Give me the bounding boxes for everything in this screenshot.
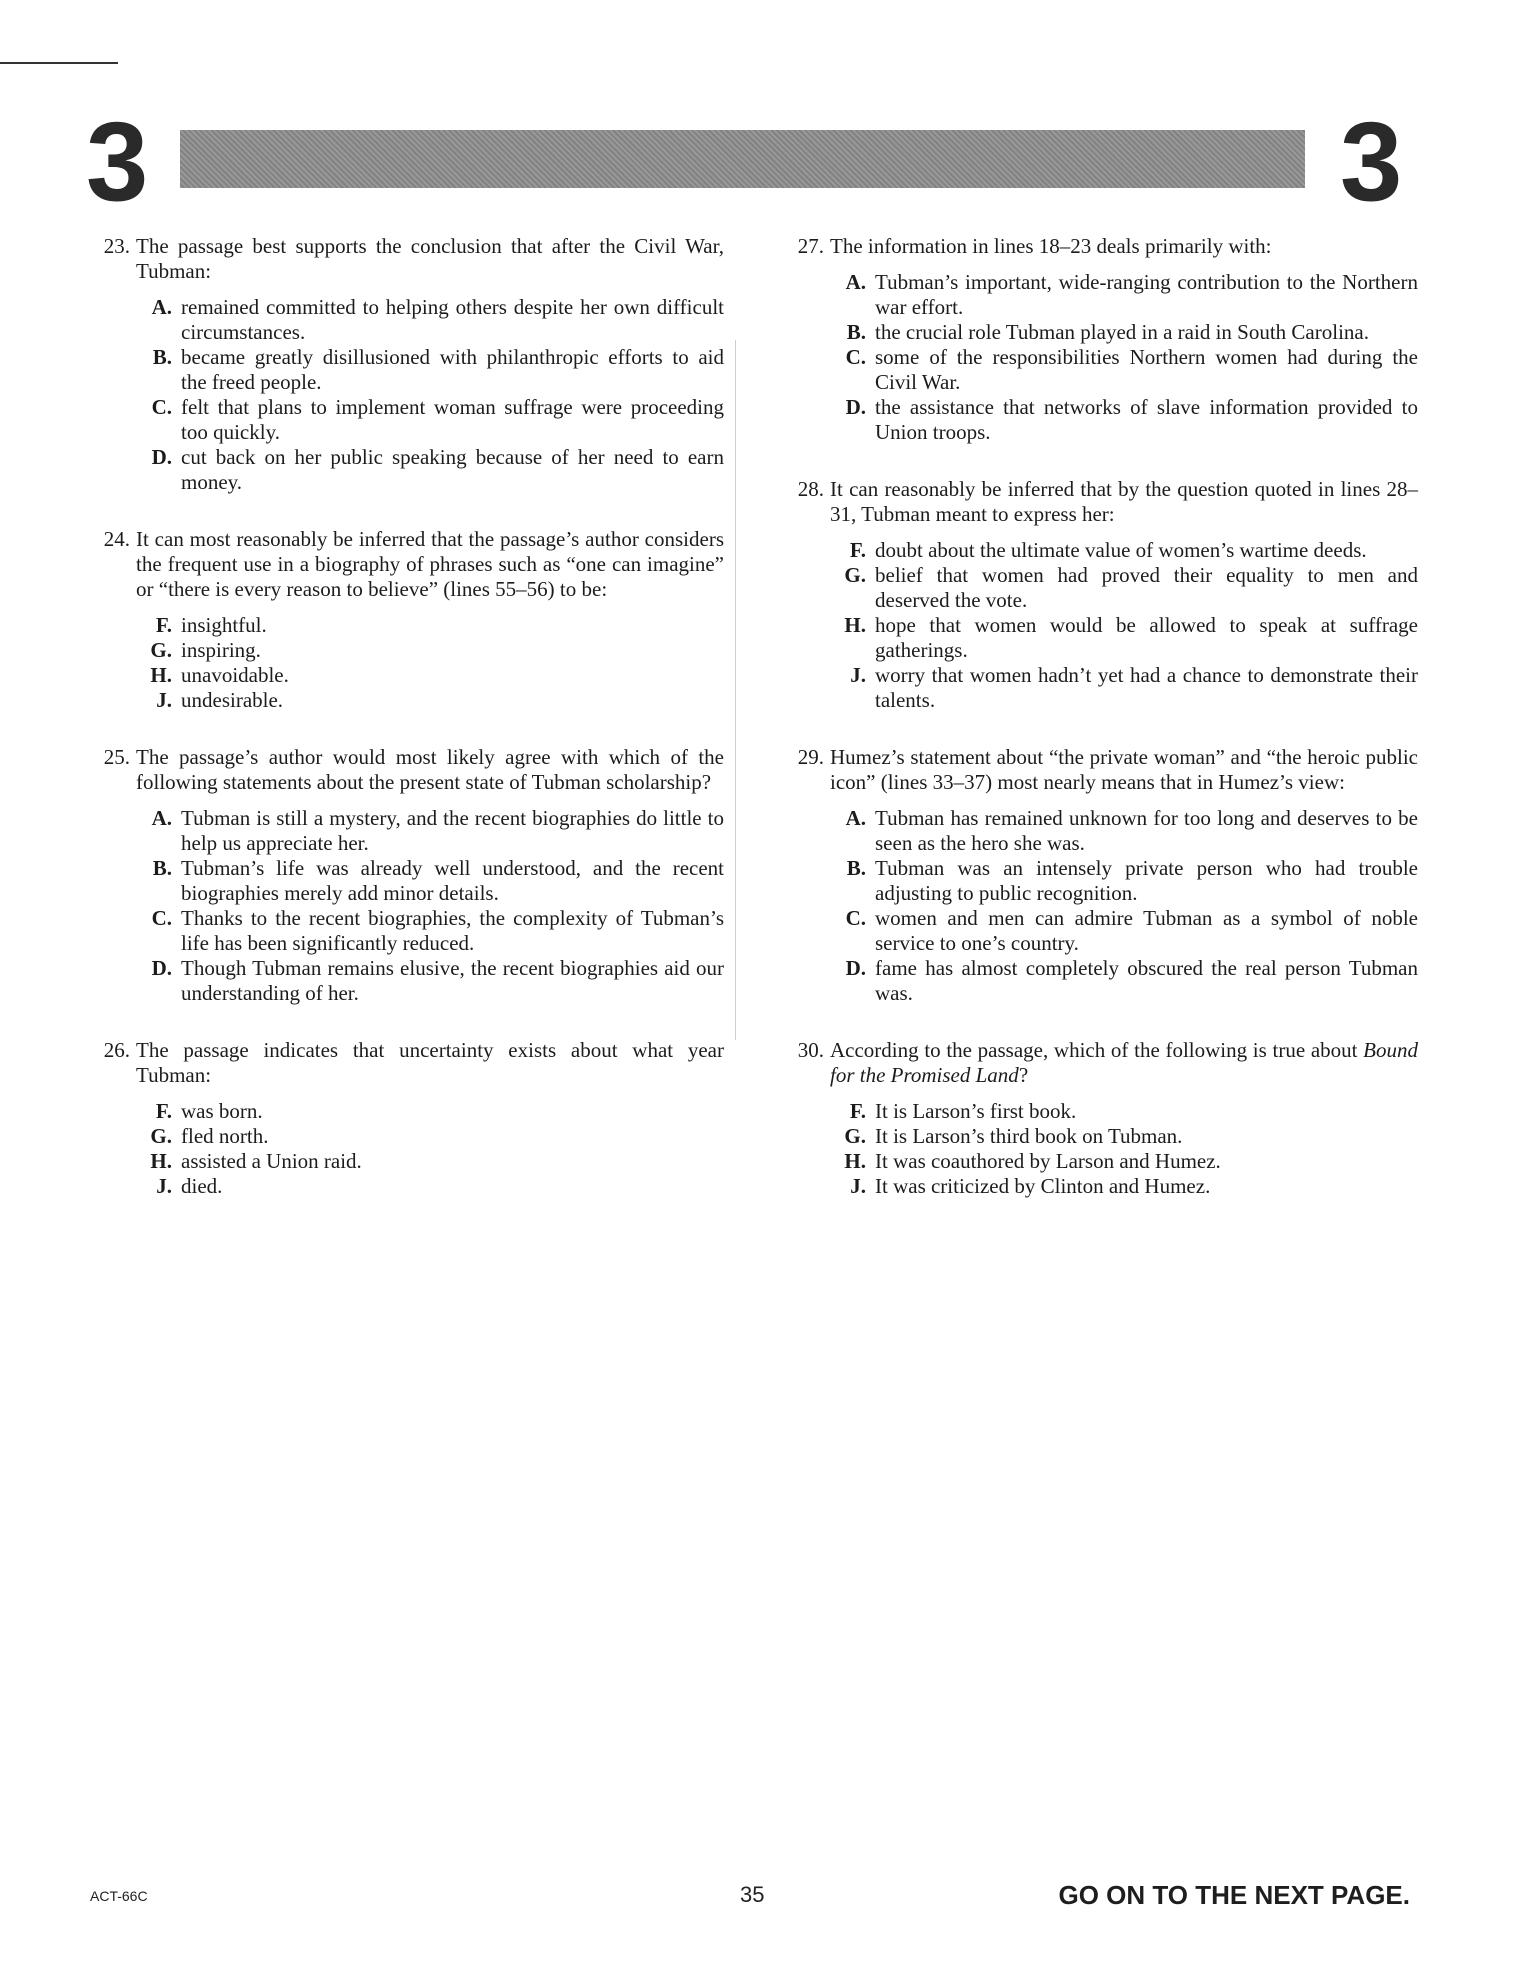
option-letter: A.: [845, 270, 866, 294]
next-page-instruction: GO ON TO THE NEXT PAGE.: [1058, 1880, 1410, 1910]
option-text: the crucial role Tubman played in a raid in South Carolina.: [875, 320, 1369, 344]
option-text: cut back on her public speaking because of her need to earn money.: [181, 445, 724, 494]
answer-option[interactable]: [130, 395, 724, 445]
option-letter: B.: [846, 320, 866, 344]
option-letter: F.: [155, 613, 172, 637]
answer-option[interactable]: [824, 395, 1418, 445]
option-letter: D.: [845, 956, 866, 980]
answer-option[interactable]: [130, 906, 724, 956]
left-column: [84, 234, 724, 1231]
question-stem: [84, 1038, 724, 1088]
question-text: The passage best supports the conclusion that after the Civil War, Tubman:: [136, 234, 724, 283]
answer-options: [778, 270, 1418, 445]
answer-option[interactable]: [130, 1149, 724, 1174]
option-text: fled north.: [181, 1124, 269, 1148]
question-23: [84, 234, 724, 495]
form-code: ACT-66C: [90, 1888, 148, 1904]
question-number: 27.: [797, 234, 824, 258]
option-letter: G.: [150, 1124, 172, 1148]
answer-option[interactable]: [130, 806, 724, 856]
option-text: died.: [181, 1174, 223, 1198]
answer-option[interactable]: [824, 345, 1418, 395]
option-text: undesirable.: [181, 688, 284, 712]
answer-option[interactable]: [130, 613, 724, 638]
answer-options: [84, 295, 724, 495]
option-letter: J.: [850, 663, 866, 687]
question-stem: [778, 745, 1418, 795]
question-text: It can most reasonably be inferred that the passage’s author considers the frequent use in a biography of phrases such as “one can imagine” or “there is every reason to believe” (lines 55–56) to be:: [136, 527, 724, 601]
option-letter: C.: [151, 906, 172, 930]
question-stem: [84, 527, 724, 602]
option-letter: C.: [845, 345, 866, 369]
option-letter: G.: [150, 638, 172, 662]
answer-option[interactable]: [824, 563, 1418, 613]
answer-options: [84, 1099, 724, 1199]
answer-option[interactable]: [824, 1099, 1418, 1124]
option-letter: H.: [150, 1149, 172, 1173]
option-letter: D.: [151, 956, 172, 980]
answer-options: [778, 1099, 1418, 1199]
option-letter: G.: [844, 1124, 866, 1148]
option-letter: A.: [151, 806, 172, 830]
option-text: unavoidable.: [181, 663, 289, 687]
answer-option[interactable]: [130, 445, 724, 495]
question-stem: [84, 234, 724, 284]
option-text: hope that women would be allowed to speak at suffrage gatherings.: [875, 613, 1418, 662]
answer-option[interactable]: [130, 295, 724, 345]
option-text: Tubman was an intensely private person who had trouble adjusting to public recognition.: [875, 856, 1418, 905]
section-number-left: 3: [86, 99, 149, 224]
answer-option[interactable]: [824, 270, 1418, 320]
answer-option[interactable]: [824, 806, 1418, 856]
question-30: [778, 1038, 1418, 1199]
question-text: Humez’s statement about “the private woman” and “the heroic public icon” (lines 33–37) most nearly means that in Humez’s view:: [830, 745, 1418, 794]
option-letter: J.: [850, 1174, 866, 1198]
option-text: inspiring.: [181, 638, 261, 662]
option-text: some of the responsibilities Northern women had during the Civil War.: [875, 345, 1418, 394]
question-text: The passage indicates that uncertainty exists about what year Tubman:: [136, 1038, 724, 1087]
option-letter: D.: [845, 395, 866, 419]
option-text: was born.: [181, 1099, 263, 1123]
option-text: Thanks to the recent biographies, the complexity of Tubman’s life has been significantly reduced.: [181, 906, 724, 955]
answer-option[interactable]: [130, 1124, 724, 1149]
option-letter: F.: [849, 538, 866, 562]
answer-option[interactable]: [824, 906, 1418, 956]
page-number: 35: [740, 1882, 765, 1907]
section-header-bar: [180, 130, 1305, 188]
question-29: [778, 745, 1418, 1006]
option-letter: F.: [849, 1099, 866, 1123]
option-text: became greatly disillusioned with philanthropic efforts to aid the freed people.: [181, 345, 724, 394]
option-letter: J.: [156, 688, 172, 712]
answer-option[interactable]: [824, 613, 1418, 663]
answer-option[interactable]: [824, 856, 1418, 906]
option-text: It is Larson’s first book.: [875, 1099, 1077, 1123]
option-text: Tubman is still a mystery, and the recent biographies do little to help us appreciate her.: [181, 806, 724, 855]
answer-option[interactable]: [824, 1124, 1418, 1149]
question-number: 28.: [797, 477, 824, 501]
option-letter: H.: [844, 613, 866, 637]
question-25: [84, 745, 724, 1006]
question-number: 25.: [103, 745, 130, 769]
option-text: belief that women had proved their equality to men and deserved the vote.: [875, 563, 1418, 612]
option-text: It was coauthored by Larson and Humez.: [875, 1149, 1221, 1173]
option-text: women and men can admire Tubman as a symbol of noble service to one’s country.: [875, 906, 1418, 955]
answer-option[interactable]: [130, 1099, 724, 1124]
question-text: The passage’s author would most likely agree with which of the following statements about the present state of Tubman scholarship?: [136, 745, 724, 794]
answer-option[interactable]: [824, 1174, 1418, 1199]
question-text-before: According to the passage, which of the following is true about: [830, 1038, 1364, 1062]
answer-option[interactable]: [130, 1174, 724, 1199]
question-stem: [778, 1038, 1418, 1088]
option-letter: A.: [845, 806, 866, 830]
option-letter: B.: [152, 856, 172, 880]
answer-option[interactable]: [130, 345, 724, 395]
option-letter: B.: [846, 856, 866, 880]
question-27: [778, 234, 1418, 445]
section-number-right: 3: [1340, 99, 1403, 224]
option-text: worry that women hadn’t yet had a chance to demonstrate their talents.: [875, 663, 1418, 712]
answer-options: [84, 613, 724, 713]
column-divider: [735, 340, 736, 1040]
answer-options: [778, 806, 1418, 1006]
question-number: 30.: [797, 1038, 824, 1062]
question-text: [830, 1038, 1418, 1088]
option-letter: C.: [151, 395, 172, 419]
answer-options: [84, 806, 724, 1006]
option-text: remained committed to helping others despite her own difficult circumstances.: [181, 295, 724, 344]
option-letter: G.: [844, 563, 866, 587]
question-26: [84, 1038, 724, 1199]
answer-option[interactable]: [824, 320, 1418, 345]
answer-option[interactable]: [824, 538, 1418, 563]
option-text: Tubman’s life was already well understood, and the recent biographies merely add minor details.: [181, 856, 724, 905]
right-column: [778, 234, 1418, 1231]
option-letter: H.: [150, 663, 172, 687]
option-text: felt that plans to implement woman suffrage were proceeding too quickly.: [181, 395, 724, 444]
answer-option[interactable]: [130, 856, 724, 906]
question-text-after: ?: [1018, 1063, 1029, 1087]
question-24: [84, 527, 724, 713]
top-rule: [0, 62, 118, 64]
option-letter: C.: [845, 906, 866, 930]
question-text: The information in lines 18–23 deals primarily with:: [830, 234, 1272, 258]
answer-option[interactable]: [824, 956, 1418, 1006]
answer-option[interactable]: [130, 663, 724, 688]
option-text: Tubman has remained unknown for too long and deserves to be seen as the hero she was.: [875, 806, 1418, 855]
book-title: Bound for the Promised Land: [830, 1038, 1418, 1087]
option-text: doubt about the ultimate value of women’s wartime deeds.: [875, 538, 1367, 562]
question-number: 29.: [797, 745, 824, 769]
option-text: insightful.: [181, 613, 267, 637]
question-stem: [84, 745, 724, 795]
option-letter: J.: [156, 1174, 172, 1198]
option-letter: A.: [151, 295, 172, 319]
answer-option[interactable]: [130, 688, 724, 713]
answer-option[interactable]: [824, 1149, 1418, 1174]
option-letter: D.: [151, 445, 172, 469]
question-stem: [778, 477, 1418, 527]
answer-option[interactable]: [130, 638, 724, 663]
option-letter: F.: [155, 1099, 172, 1123]
question-28: [778, 477, 1418, 713]
option-text: fame has almost completely obscured the real person Tubman was.: [875, 956, 1418, 1005]
option-text: assisted a Union raid.: [181, 1149, 362, 1173]
option-letter: H.: [844, 1149, 866, 1173]
answer-options: [778, 538, 1418, 713]
answer-option[interactable]: [130, 956, 724, 1006]
option-text: Though Tubman remains elusive, the recent biographies aid our understanding of her.: [181, 956, 724, 1005]
question-number: 26.: [103, 1038, 130, 1062]
option-text: It was criticized by Clinton and Humez.: [875, 1174, 1211, 1198]
question-stem: [778, 234, 1418, 259]
option-letter: B.: [152, 345, 172, 369]
option-text: Tubman’s important, wide-ranging contribution to the Northern war effort.: [875, 270, 1418, 319]
question-number: 23.: [103, 234, 130, 258]
question-number: 24.: [103, 527, 130, 551]
option-text: the assistance that networks of slave information provided to Union troops.: [875, 395, 1418, 444]
option-text: It is Larson’s third book on Tubman.: [875, 1124, 1183, 1148]
question-text: It can reasonably be inferred that by the question quoted in lines 28–31, Tubman meant to express her:: [830, 477, 1418, 526]
answer-option[interactable]: [824, 663, 1418, 713]
